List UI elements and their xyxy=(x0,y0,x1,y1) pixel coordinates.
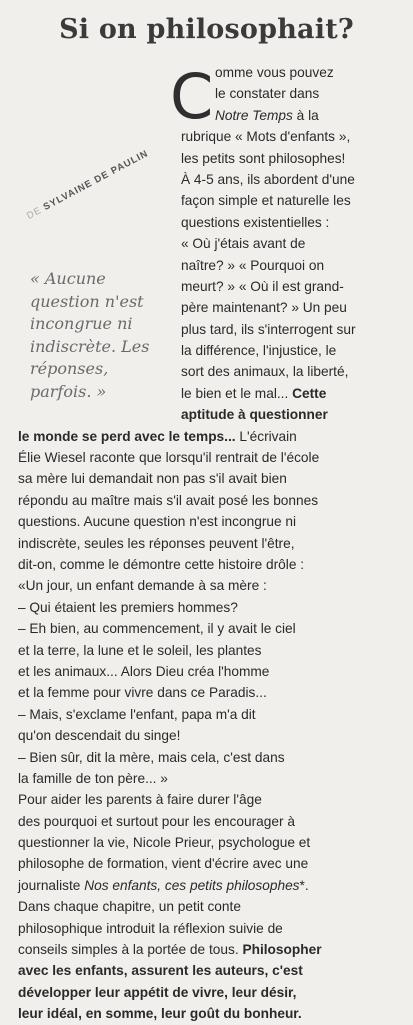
author-prefix: DE xyxy=(25,204,44,222)
body-line: plus tard, ils s'interrogent sur xyxy=(181,321,356,337)
body-line: le bien et le mal... Cette xyxy=(181,385,327,401)
body-line: journaliste Nos enfants, ces petits philosophes*. xyxy=(18,877,309,893)
body-line: Dans chaque chapitre, un petit conte xyxy=(18,899,241,915)
body-line: questions. Aucune question n'est incongrue ni xyxy=(18,514,297,530)
body-line: la différence, l'injustice, le xyxy=(181,343,337,359)
body-line: les petits sont philosophes! xyxy=(181,150,346,166)
body-line: Pour aider les parents à faire durer l'âge xyxy=(18,792,262,808)
body-line: développer leur appétit de vivre, leur désir, xyxy=(18,984,297,1000)
body-line: questions existentielles : xyxy=(181,214,330,230)
author-name: SYLVAINE DE PAULIN xyxy=(41,148,151,213)
body-line: À 4-5 ans, ils abordent d'une xyxy=(181,171,355,187)
body-line: et la femme pour vivre dans ce Paradis... xyxy=(18,685,267,701)
magazine-name: Notre Temps xyxy=(215,107,293,123)
body-line: sort des animaux, la liberté, xyxy=(181,364,349,380)
body-line: naître? » « Pourquoi on xyxy=(181,257,325,273)
body-line: le monde se perd avec le temps... L'écrivain xyxy=(18,428,297,444)
book-title: Nos enfants, ces petits philosophes xyxy=(84,877,300,893)
body-line: et les animaux... Alors Dieu créa l'homme xyxy=(18,663,270,679)
body-line: leur idéal, en somme, leur goût du bonheur. xyxy=(18,1006,302,1022)
body-line: Élie Wiesel raconte que lorsqu'il rentrait de l'école xyxy=(18,450,320,466)
body-line: «Un jour, un enfant demande à sa mère : xyxy=(18,578,267,594)
body-line: qu'on descendait du singe! xyxy=(18,728,181,744)
body-line: le constater dans xyxy=(215,86,320,102)
body-line: – Mais, s'exclame l'enfant, papa m'a dit xyxy=(18,706,256,722)
body-line: aptitude à questionner xyxy=(181,407,328,423)
body-line: et la terre, la lune et le soleil, les plantes xyxy=(18,642,262,658)
body-line: la famille de ton père... » xyxy=(18,770,168,786)
body-line: philosophe de formation, vient d'écrire avec une xyxy=(18,856,309,872)
body-line: répondu au maître mais s'il avait posé les bonnes xyxy=(18,492,319,508)
body-line: père maintenant? » Un peu xyxy=(181,300,347,316)
body-line: rubrique « Mots d'enfants », xyxy=(181,129,351,145)
body-line: omme vous pouvez xyxy=(215,65,334,80)
body-line: conseils simples à la portée de tous. Philosopher xyxy=(18,942,322,958)
body-line: sa mère lui demandait non pas s'il avait bien xyxy=(18,471,287,487)
body-line: dit-on, comme le démontre cette histoire drôle : xyxy=(18,556,305,572)
body-line: meurt? » « Où il est grand- xyxy=(181,278,344,294)
body-line: philosophique introduit la réflexion suivie de xyxy=(18,920,283,936)
body-line: questionner la vie, Nicole Prieur, psychologue et xyxy=(18,835,311,851)
body-line: – Bien sûr, dit la mère, mais cela, c'est dans xyxy=(18,749,285,765)
pull-quote: « Aucune question n'est incongrue ni indiscrète. Les réponses, parfois. » xyxy=(30,269,150,401)
drop-cap: C xyxy=(170,60,214,133)
article-body xyxy=(18,62,403,1025)
article-title: Si on philosophait? xyxy=(59,14,354,45)
body-line: façon simple et naturelle les xyxy=(181,193,351,209)
body-line: Notre Temps à la xyxy=(215,107,319,123)
body-line: « Où j'étais avant de xyxy=(181,236,306,252)
body-line: avec les enfants, assurent les auteurs, c'est xyxy=(18,963,303,979)
body-line: indiscrète, seules les réponses peuvent l'être, xyxy=(18,535,295,551)
body-line: – Qui étaient les premiers hommes? xyxy=(18,599,238,615)
body-line: des pourquoi et surtout pour les encourager à xyxy=(18,813,295,829)
body-line: – Eh bien, au commencement, il y avait le ciel xyxy=(18,621,296,637)
